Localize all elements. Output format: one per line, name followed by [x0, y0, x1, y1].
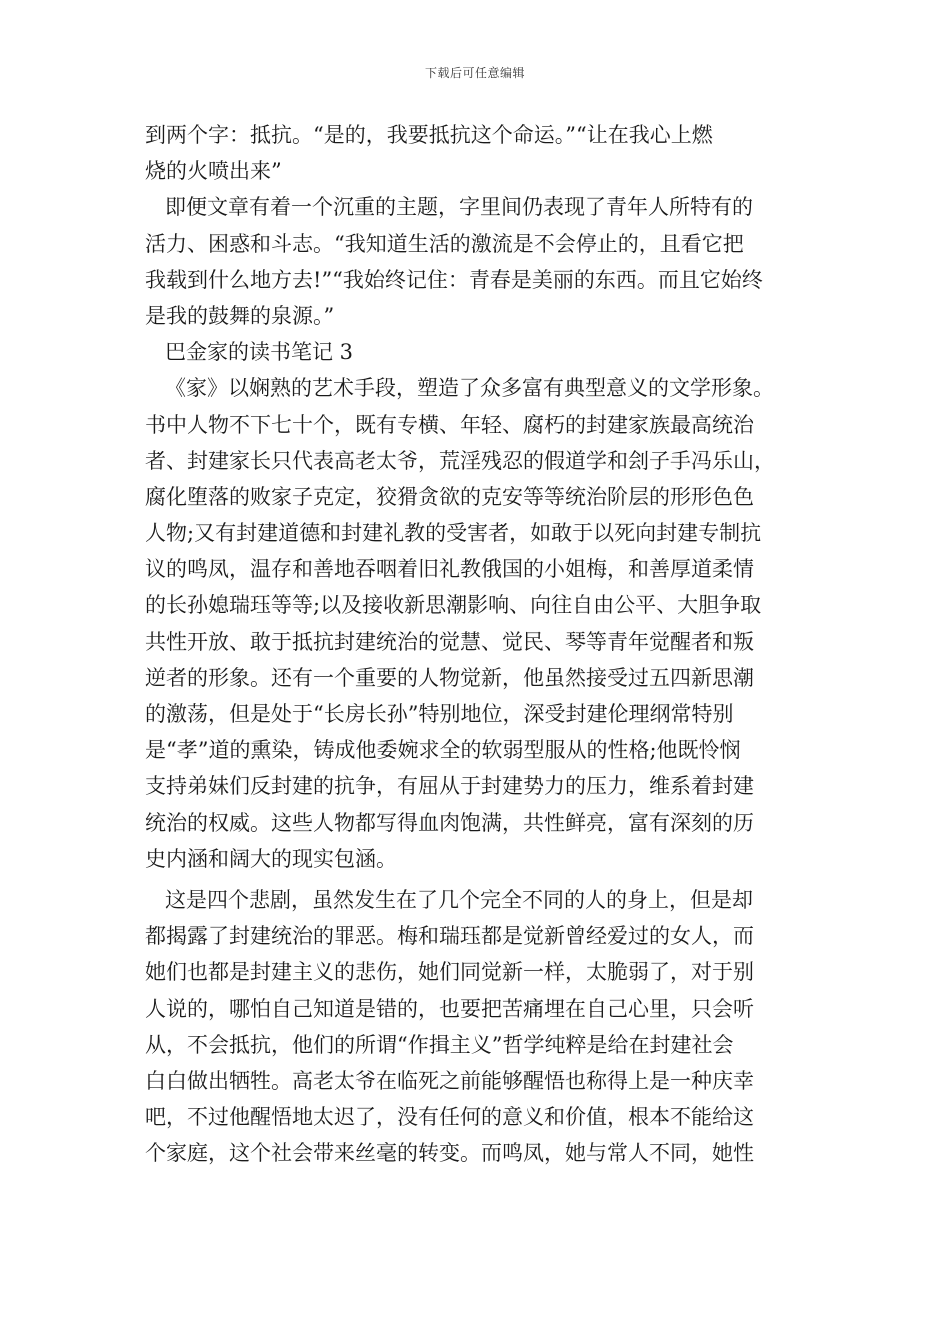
text-line: 逆者的形象。还有一个重要的人物觉新，他虽然接受过五四新思潮: [145, 665, 754, 690]
text-line: 都揭露了封建统治的罪恶。梅和瑞珏都是觉新曾经爱过的女人，而: [145, 924, 754, 949]
text-line: 议的鸣凤，温存和善地吞咽着旧礼教俄国的小姐梅，和善厚道柔情: [145, 557, 754, 582]
text-line: 共性开放、敢于抵抗封建统治的觉慧、觉民、琴等青年觉醒者和叛: [145, 629, 754, 654]
page-header: 下载后可任意编辑: [424, 66, 525, 80]
text-line: 即便文章有着一个沉重的主题，字里间仍表现了青年人所特有的: [165, 195, 753, 220]
text-line: 是我的鼓舞的泉源。”: [145, 303, 335, 328]
text-line: 我载到什么地方去!”“我始终记住：青春是美丽的东西。而且它始终: [145, 267, 763, 292]
section-heading-text: 巴金家的读书笔记 3: [165, 340, 354, 365]
text-line: 书中人物不下七十个，既有专横、年轻、腐朽的封建家族最高统治: [145, 412, 754, 437]
text-line: 的激荡，但是处于“长房长孙”特别地位，深受封建伦理纲常特别: [145, 702, 734, 726]
text-line: 的长孙媳瑞珏等等;以及接收新思潮影响、向往自由公平、大胆争取: [145, 593, 762, 618]
text-line: 这是四个悲剧，虽然发生在了几个完全不同的人的身上，但是却: [165, 887, 753, 912]
document-body: [145, 117, 825, 1171]
paragraph: [145, 117, 825, 189]
text-line: 统治的权威。这些人物都写得血肉饱满，共性鲜亮，富有深刻的历: [145, 810, 754, 835]
paragraph: [145, 370, 825, 877]
text-line: 她们也都是封建主义的悲伤，她们同觉新一样，太脆弱了，对于别: [145, 960, 754, 985]
text-line: 是“孝”道的熏染，铸成他委婉求全的软弱型服从的性格;他既怜悯: [145, 738, 741, 763]
text-line: 烧的火喷出来”: [145, 159, 282, 184]
paragraph: [145, 882, 825, 1172]
text-line: 活力、困惑和斗志。“我知道生活的激流是不会停止的，且看它把: [145, 231, 744, 256]
text-line: 支持弟妹们反封建的抗争，有屈从于封建势力的压力，维系着封建: [145, 774, 754, 799]
text-line: 腐化堕落的败家子克定，狡猾贪欲的克安等等统治阶层的形形色色: [145, 484, 754, 509]
text-line: 白白做出牺牲。高老太爷在临死之前能够醒悟也称得上是一种庆幸: [145, 1068, 754, 1093]
text-line: 个家庭，这个社会带来丝毫的转变。而鸣凤，她与常人不同，她性: [145, 1141, 754, 1166]
text-line: 者、封建家长只代表高老太爷，荒淫残忍的假道学和刽子手冯乐山，: [145, 448, 775, 473]
text-line: 史内涵和阔大的现实包涵。: [145, 846, 397, 871]
text-line: 人物;又有封建道德和封建礼教的受害者，如敢于以死向封建专制抗: [145, 521, 762, 546]
text-line: 到两个字：抵抗。“是的，我要抵抗这个命运。”“让在我心上燃: [145, 123, 713, 147]
text-line: 从，不会抵抗，他们的所谓“作揖主义”哲学纯粹是给在封建社会: [145, 1032, 734, 1057]
text-line: 吧，不过他醒悟地太迟了，没有任何的意义和价值，根本不能给这: [145, 1105, 754, 1130]
text-line: 人说的，哪怕自己知道是错的，也要把苦痛埋在自己心里，只会听: [145, 996, 754, 1021]
section-heading: [145, 334, 825, 370]
paragraph: [145, 189, 825, 334]
text-line: 《家》以娴熟的艺术手段，塑造了众多富有典型意义的文学形象。: [165, 376, 774, 401]
